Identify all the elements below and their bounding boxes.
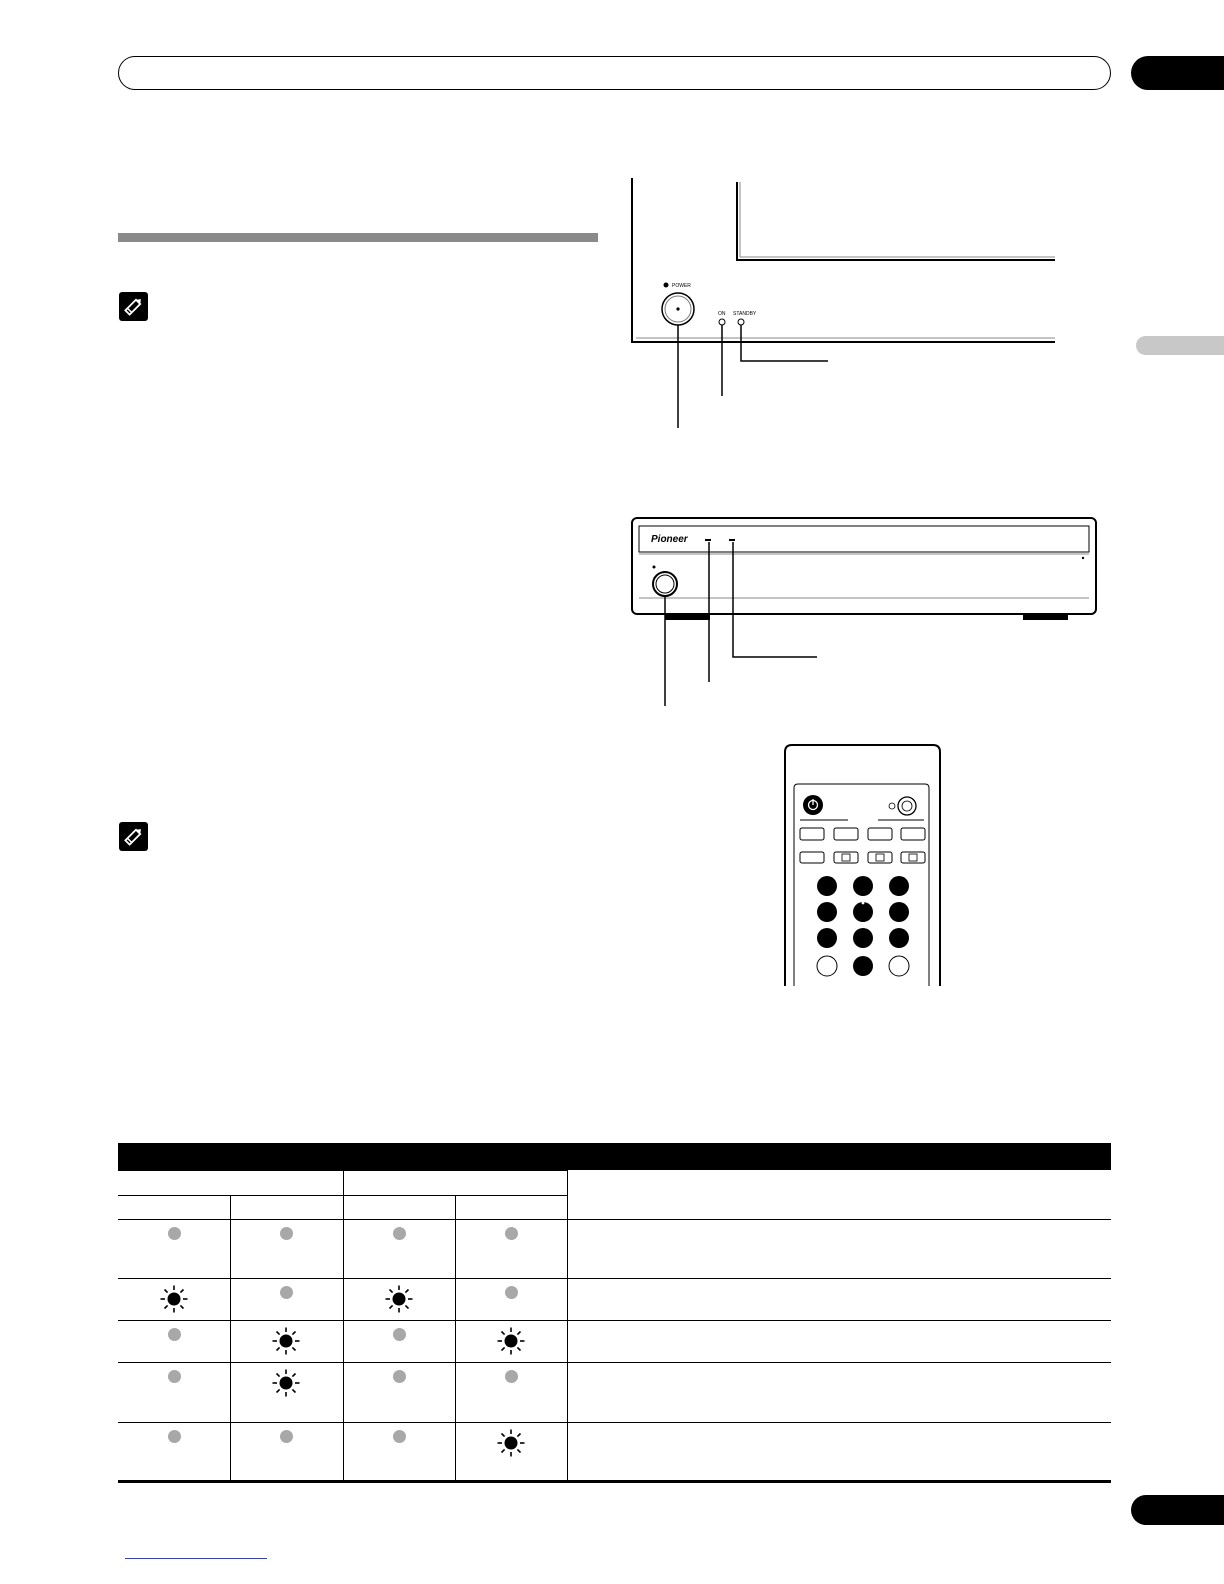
table-bottom-rule bbox=[118, 1480, 1111, 1483]
led-lit-icon bbox=[271, 1368, 301, 1398]
media-receiver-illustration bbox=[625, 512, 1105, 712]
led-off-icon bbox=[393, 1328, 406, 1341]
on-label: ON bbox=[718, 311, 726, 317]
led-off-icon bbox=[393, 1430, 406, 1443]
table-rule bbox=[118, 1320, 1111, 1321]
led-lit-icon bbox=[271, 1326, 301, 1356]
brand-logo: Pioneer bbox=[651, 534, 688, 545]
footer-link-underline bbox=[125, 1558, 267, 1559]
standby-label: STANDBY bbox=[733, 311, 757, 317]
led-off-icon bbox=[280, 1286, 293, 1299]
table-rule bbox=[230, 1195, 231, 1480]
led-off-icon bbox=[168, 1227, 181, 1240]
remote-control-illustration bbox=[780, 740, 945, 990]
led-off-icon bbox=[393, 1227, 406, 1240]
led-off-icon bbox=[168, 1430, 181, 1443]
table-rule bbox=[118, 1422, 1111, 1423]
language-side-tab bbox=[1136, 336, 1224, 355]
led-off-icon bbox=[168, 1328, 181, 1341]
led-lit-icon bbox=[159, 1284, 189, 1314]
led-off-icon bbox=[168, 1370, 181, 1383]
table-rule bbox=[567, 1170, 568, 1480]
led-off-icon bbox=[280, 1430, 293, 1443]
note-pencil-icon bbox=[119, 822, 148, 851]
note-pencil-icon bbox=[119, 292, 148, 321]
header-bar bbox=[118, 56, 1111, 90]
led-lit-icon bbox=[496, 1326, 526, 1356]
power-label: POWER bbox=[672, 283, 691, 289]
display-panel-illustration bbox=[600, 170, 1070, 440]
led-off-icon bbox=[505, 1286, 518, 1299]
chapter-tab bbox=[1131, 56, 1224, 90]
led-lit-icon bbox=[496, 1428, 526, 1458]
led-status-table bbox=[118, 1143, 1111, 1484]
page-number-tab bbox=[1131, 1495, 1224, 1525]
section-heading-rule bbox=[118, 233, 598, 242]
table-header bbox=[118, 1143, 1111, 1170]
led-off-icon bbox=[393, 1370, 406, 1383]
table-rule bbox=[343, 1170, 344, 1480]
led-off-icon bbox=[505, 1370, 518, 1383]
table-rule bbox=[118, 1362, 1111, 1363]
table-rule bbox=[118, 1278, 1111, 1279]
led-off-icon bbox=[280, 1227, 293, 1240]
led-off-icon bbox=[505, 1227, 518, 1240]
power-symbol-icon bbox=[664, 283, 669, 288]
table-rule bbox=[118, 1219, 1111, 1220]
power-symbol-icon bbox=[653, 566, 656, 569]
led-lit-icon bbox=[384, 1284, 414, 1314]
table-rule bbox=[455, 1195, 456, 1480]
